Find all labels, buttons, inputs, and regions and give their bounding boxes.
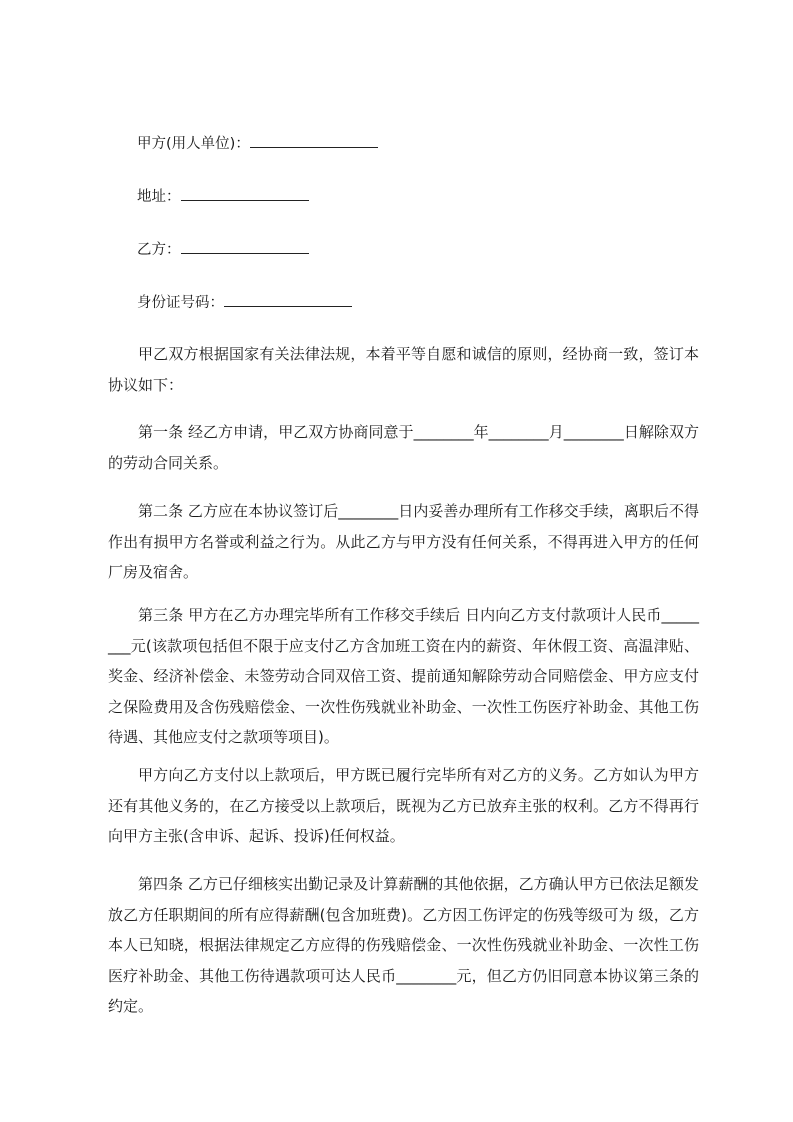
intro-paragraph: 甲乙双方根据国家有关法律法规，本着平等自愿和诚信的原则，经协商一致，签订本协议如下： <box>108 345 699 394</box>
id-number-label: 身份证号码： <box>137 295 224 311</box>
article-3-continued: 甲方向乙方支付以上款项后，甲方既已履行完毕所有对乙方的义务。乙方如认为甲方还有其他义务的，在乙方接受以上款项后，既视为乙方已放弃主张的权利。乙方不得再行向甲方主张(含申诉、起诉、投诉)任何权益。 <box>108 766 699 845</box>
article-4: 第四条 乙方已仔细核实出勤记录及计算薪酬的其他依据，乙方确认甲方已依法足额发放乙方任职期间的所有应得薪酬(包含加班费)。乙方因工伤评定的伤残等级可为 级，乙方本人已知晓，根据法律规定乙方应得的伤残赔偿金、一次性伤残就业补助金、一次性工伤医疗补助金、其他工伤待遇款项可达人民币________元，但乙方仍旧同意本协议第三条的约定。 <box>108 875 699 1015</box>
article-2: 第二条 乙方应在本协议签订后________日内妥善办理所有工作移交手续，离职后不得作出有损甲方名誉或利益之行为。从此乙方与甲方没有任何关系，不得再进入甲方的任何厂房及宿舍。 <box>108 502 699 581</box>
party-a-label: 甲方(用人单位)： <box>137 136 250 152</box>
party-a-blank[interactable] <box>250 132 378 148</box>
party-b-label: 乙方： <box>137 242 181 258</box>
party-a-field <box>137 132 378 154</box>
party-b-field <box>137 238 309 260</box>
address-label: 地址： <box>137 189 181 205</box>
article-3: 第三条 甲方在乙方办理完毕所有工作移交手续后 日内向乙方支付款项计人民币________元(该款项包括但不限于应支付乙方含加班工资在内的薪资、年休假工资、高温津贴、奖金、经济补偿金、未签劳动合同双倍工资、提前通知解除劳动合同赔偿金、甲方应支付之保险费用及含伤残赔偿金、一次性伤残就业补助金、一次性工伤医疗补助金、其他工伤待遇、其他应支付之款项等项目)。 <box>108 606 699 746</box>
address-blank[interactable] <box>181 185 309 201</box>
id-number-blank[interactable] <box>224 291 352 307</box>
id-number-field <box>137 291 352 313</box>
article-1: 第一条 经乙方申请，甲乙双方协商同意于________年________月________日解除双方的劳动合同关系。 <box>108 423 699 472</box>
party-b-blank[interactable] <box>181 238 309 254</box>
address-field <box>137 185 309 207</box>
